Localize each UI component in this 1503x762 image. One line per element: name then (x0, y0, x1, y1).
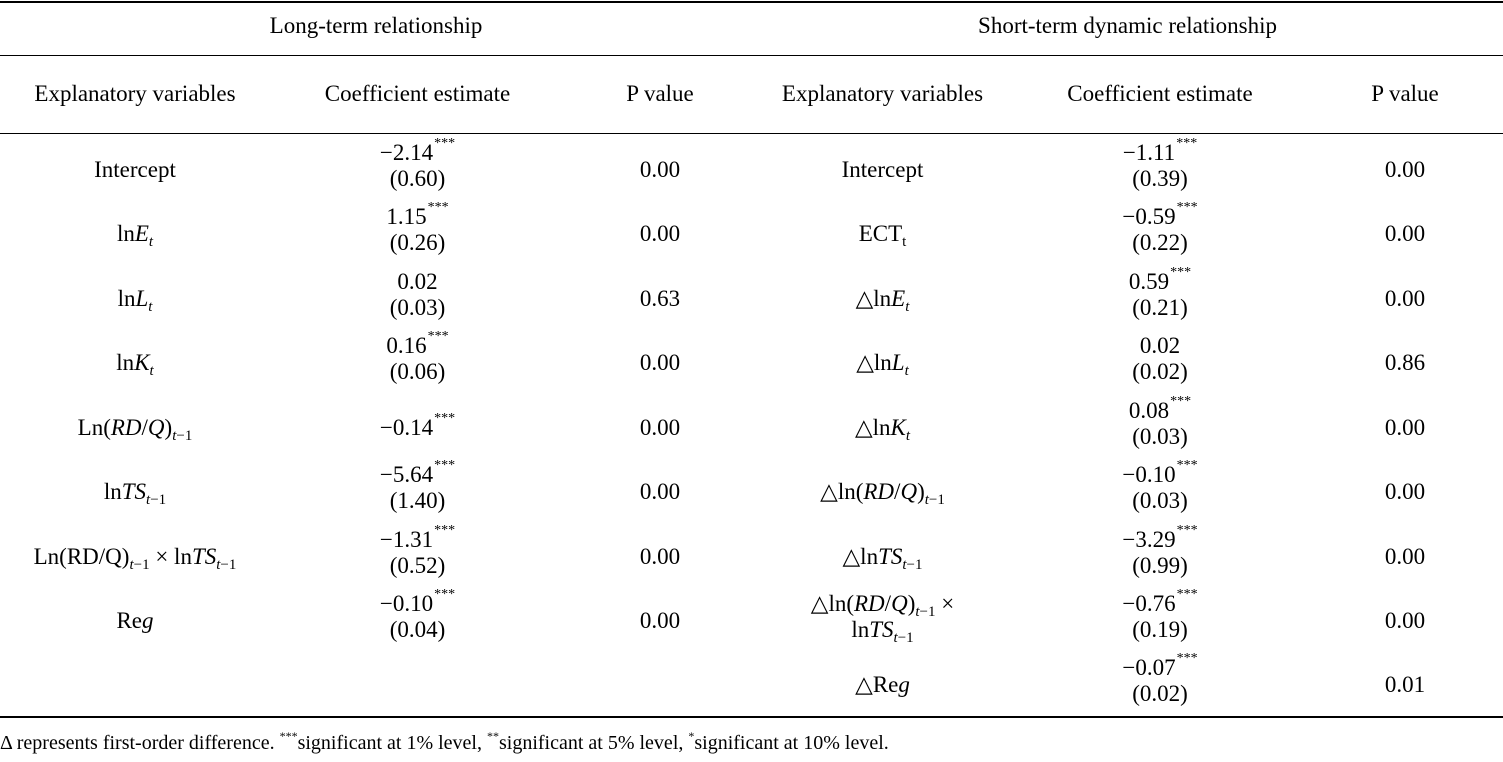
short-row-9-var: △Reg (855, 672, 910, 697)
footnote-delta: Δ represents first-order difference. (0, 732, 275, 754)
long-row-3-p: 0.63 (639, 286, 681, 311)
short-row-5-var: △lnK$_t$ (854, 415, 911, 444)
long-row-1-var: Intercept (94, 157, 176, 182)
table-top-rule (0, 1, 1503, 3)
footnote-stars-3: * (688, 729, 695, 743)
long-row-2-p: 0.00 (639, 221, 681, 246)
short-row-2-p: 0.00 (1384, 221, 1426, 246)
long-row-8-p: 0.00 (639, 608, 681, 633)
short-row-5-coef: 0.08*** (0.03) (1128, 394, 1192, 449)
footnote-stars-2: ** (486, 729, 499, 743)
short-row-8-var: $\triangle\ln(RD/Q)_{t-1}$ × lnTS$_{t-1}$ (810, 591, 955, 646)
long-row-6-p: 0.00 (639, 479, 681, 504)
long-row-6-coef: −5.64*** (1.40) (379, 458, 456, 513)
short-row-6-p: 0.00 (1384, 479, 1426, 504)
long-term-group-header: Long-term relationship (269, 13, 483, 38)
short-p-header: P value (1371, 81, 1439, 106)
short-row-4-p: 0.86 (1384, 350, 1426, 375)
short-row-4-var: △lnL$_t$ (856, 350, 909, 379)
long-p-header: P value (626, 81, 694, 106)
long-row-1-p: 0.00 (639, 157, 681, 182)
footnote-sig-1: significant at 1% level, (297, 732, 482, 754)
short-row-7-coef: −3.29*** (0.99) (1122, 523, 1198, 578)
short-row-3-p: 0.00 (1384, 286, 1426, 311)
short-row-8-coef: −0.76*** (0.19) (1122, 587, 1198, 642)
long-row-4-var: lnK$_t$ (116, 350, 154, 379)
long-row-2-var: lnE$_t$ (116, 221, 154, 250)
long-row-5-var: $Ln(RD/Q)_{t-1}$ (77, 415, 193, 444)
short-row-1-var: Intercept (841, 157, 924, 182)
short-row-2-coef: −0.59*** (0.22) (1122, 200, 1198, 255)
short-row-5-p: 0.00 (1384, 415, 1426, 440)
long-row-7-coef: −1.31*** (0.52) (379, 523, 456, 578)
short-row-9-p: 0.01 (1384, 672, 1426, 697)
footnote-sig-2: significant at 5% level, (498, 732, 684, 754)
short-row-6-var: $\triangle\ln(RD/Q)_{t-1}$ (820, 479, 945, 508)
short-row-1-coef: −1.11*** (0.39) (1122, 136, 1198, 191)
short-row-1-p: 0.00 (1384, 157, 1426, 182)
long-row-8-var: Reg (116, 608, 154, 633)
short-row-2-var: $ECT_t$ (858, 221, 907, 250)
short-term-group-header: Short-term dynamic relationship (978, 13, 1277, 38)
long-row-1-coef: −2.14*** (0.60) (379, 136, 456, 191)
long-explanatory-header: Explanatory variables (34, 81, 236, 106)
header-rule (0, 133, 1503, 134)
short-row-6-coef: −0.10*** (0.03) (1122, 458, 1198, 513)
long-row-5-p: 0.00 (639, 415, 681, 440)
short-row-9-coef: −0.07*** (0.02) (1122, 651, 1198, 706)
long-row-2-coef: 1.15*** (0.26) (386, 200, 449, 255)
long-row-5-coef: −0.14*** (379, 411, 456, 440)
short-row-7-var: △lnTS$_{t-1}$ (842, 544, 923, 573)
table-footnote (0, 729, 889, 755)
long-row-4-coef: 0.16*** (0.06) (386, 329, 449, 384)
long-row-4-p: 0.00 (639, 350, 681, 375)
long-row-7-p: 0.00 (639, 544, 681, 569)
short-row-4-coef: 0.02 (0.02) (1132, 333, 1188, 384)
long-row-3-var: lnL$_t$ (117, 286, 153, 315)
table-bottom-rule (0, 716, 1503, 718)
long-row-3-coef: 0.02 (0.03) (389, 269, 446, 320)
long-coef-header: Coefficient estimate (324, 81, 511, 106)
footnote-stars-1: *** (279, 729, 298, 743)
long-row-6-var: lnTS$_{t-1}$ (103, 479, 167, 508)
footnote-sig-3: significant at 10% level. (694, 732, 889, 754)
short-row-3-var: △lnE$_t$ (855, 286, 910, 315)
short-row-7-p: 0.00 (1384, 544, 1426, 569)
long-row-8-coef: −0.10*** (0.04) (379, 587, 456, 642)
short-coef-header: Coefficient estimate (1067, 81, 1253, 106)
short-row-8-p: 0.00 (1384, 608, 1426, 633)
long-row-7-var: $Ln(RD/Q)_{t-1}$ × lnTS$_{t-1}$ (33, 544, 237, 573)
short-row-3-coef: 0.59*** (0.21) (1128, 265, 1192, 320)
short-explanatory-header: Explanatory variables (781, 81, 984, 106)
group-divider-rule (0, 55, 1503, 56)
